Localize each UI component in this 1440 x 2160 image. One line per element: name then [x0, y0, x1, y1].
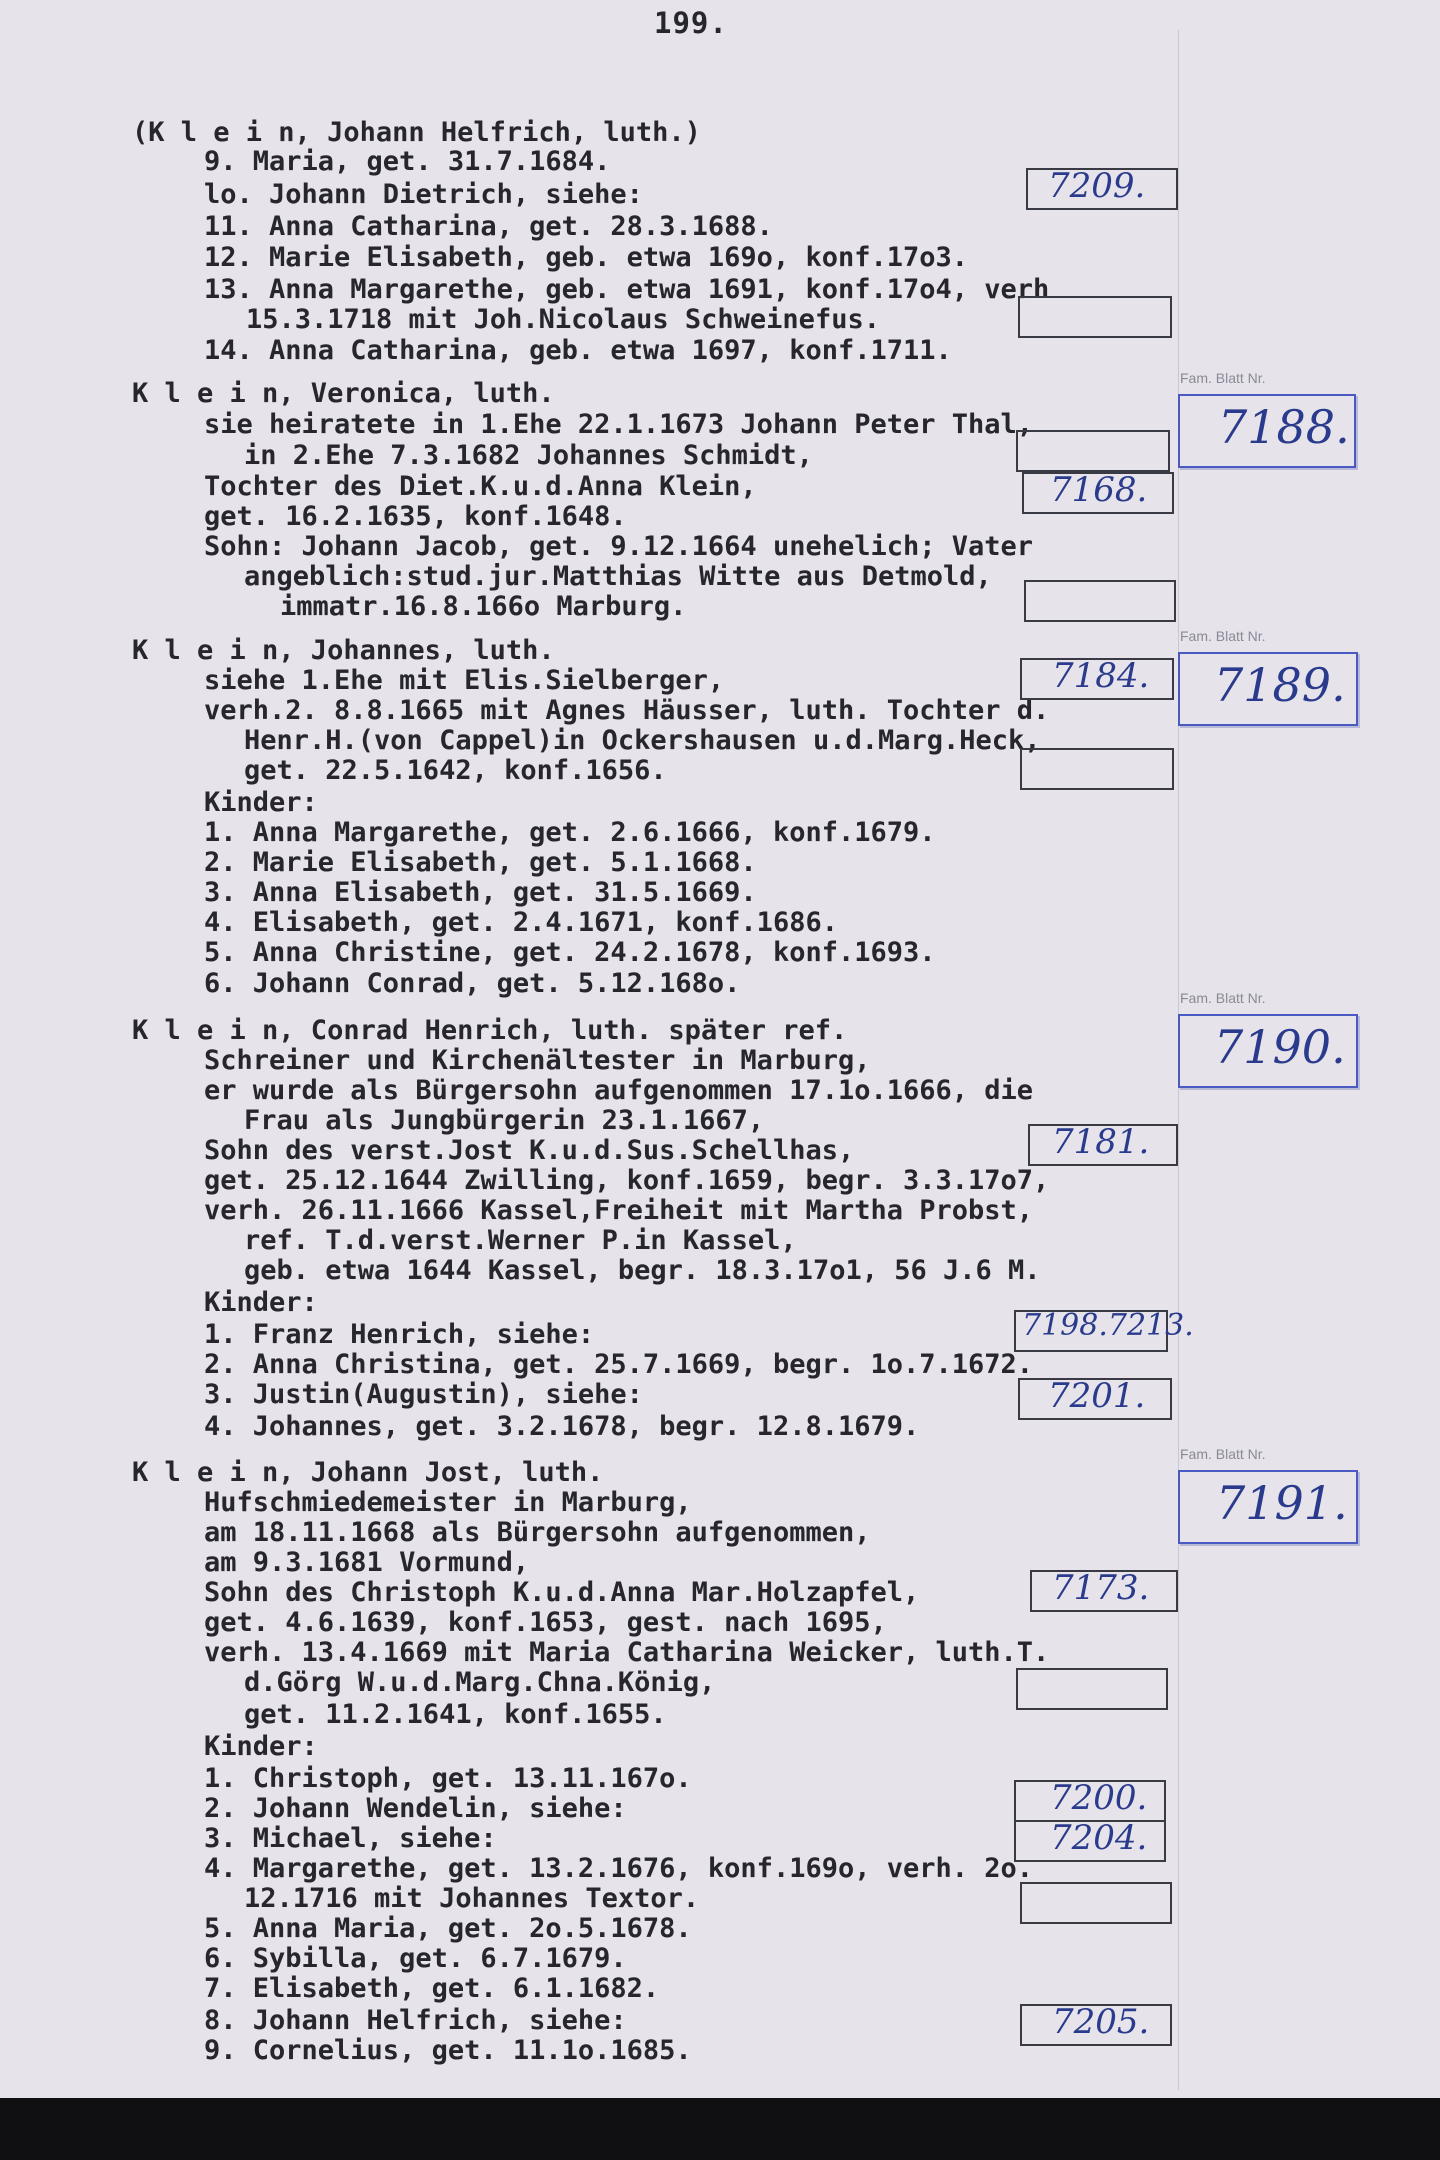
entry-line: verh. 13.4.1669 mit Maria Catharina Weicker, luth.T. [204, 1637, 1050, 1668]
entry-line: 3. Anna Elisabeth, get. 31.5.1669. [204, 877, 757, 908]
family-sheet-label: Fam. Blatt Nr. [1180, 1446, 1266, 1462]
page-number: 199. [654, 6, 728, 40]
entry-line: 3. Michael, siehe: [204, 1823, 497, 1854]
entry-line: 14. Anna Catharina, geb. etwa 1697, konf.1711. [204, 335, 952, 366]
entry-line: Tochter des Diet.K.u.d.Anna Klein, [204, 471, 757, 502]
entry-line: Hufschmiedemeister in Marburg, [204, 1487, 692, 1518]
handwritten-reference: 7204. [1050, 1818, 1148, 1858]
handwritten-reference: 7209. [1048, 166, 1146, 206]
entry-heading: K l e i n, Johannes, luth. [132, 635, 555, 666]
family-sheet-number: 7190. [1214, 1020, 1346, 1074]
entry-line: geb. etwa 1644 Kassel, begr. 18.3.17o1, 56 J.6 M. [244, 1255, 1041, 1286]
entry-line: 1. Christoph, get. 13.11.167o. [204, 1763, 692, 1794]
entry-line: d.Görg W.u.d.Marg.Chna.König, [244, 1667, 716, 1698]
entry-line: 4. Johannes, get. 3.2.1678, begr. 12.8.1679. [204, 1411, 920, 1442]
family-sheet-number-box [1178, 1470, 1358, 1544]
entry-line: 13. Anna Margarethe, geb. etwa 1691, konf.17o4, verh [204, 274, 1050, 305]
entry-line: Sohn des Christoph K.u.d.Anna Mar.Holzapfel, [204, 1577, 920, 1608]
reference-box [1020, 2004, 1172, 2046]
entry-line: 2. Johann Wendelin, siehe: [204, 1793, 627, 1824]
family-sheet-number-box [1178, 652, 1358, 726]
entry-line: Frau als Jungbürgerin 23.1.1667, [244, 1105, 765, 1136]
entry-line: 5. Anna Maria, get. 2o.5.1678. [204, 1913, 692, 1944]
entry-line: am 18.11.1668 als Bürgersohn aufgenommen, [204, 1517, 871, 1548]
entry-line: 12. Marie Elisabeth, geb. etwa 169o, konf.17o3. [204, 242, 969, 273]
entry-line: sie heiratete in 1.Ehe 22.1.1673 Johann Peter Thal, [204, 409, 1034, 440]
entry-line: 2. Marie Elisabeth, get. 5.1.1668. [204, 847, 757, 878]
reference-box [1014, 1780, 1166, 1822]
entry-line: 4. Margarethe, get. 13.2.1676, konf.169o, verh. 2o. [204, 1853, 1034, 1884]
entry-line: 5. Anna Christine, get. 24.2.1678, konf.1693. [204, 937, 936, 968]
entry-line: immatr.16.8.166o Marburg. [280, 591, 687, 622]
entry-line: get. 11.2.1641, konf.1655. [244, 1699, 667, 1730]
entry-line: ref. T.d.verst.Werner P.in Kassel, [244, 1225, 797, 1256]
entry-line: Kinder: [204, 1287, 318, 1318]
entry-line: Sohn des verst.Jost K.u.d.Sus.Schellhas, [204, 1135, 855, 1166]
entry-line: lo. Johann Dietrich, siehe: [204, 179, 643, 210]
entry-line: 9. Cornelius, get. 11.1o.1685. [204, 2035, 692, 2066]
family-sheet-label: Fam. Blatt Nr. [1180, 990, 1266, 1006]
reference-box [1028, 1124, 1178, 1166]
handwritten-reference: 7200. [1050, 1778, 1148, 1818]
reference-box [1014, 1308, 1194, 1352]
handwritten-reference: 7168. [1050, 470, 1148, 510]
entry-line: 2. Anna Christina, get. 25.7.1669, begr. 1o.7.1672. [204, 1349, 1034, 1380]
entry-line: 4. Elisabeth, get. 2.4.1671, konf.1686. [204, 907, 838, 938]
reference-box-empty [1016, 430, 1170, 472]
handwritten-reference: 7205. [1052, 2002, 1150, 2042]
entry-line: Kinder: [204, 787, 318, 818]
entry-line: get. 25.12.1644 Zwilling, konf.1659, begr. 3.3.17o7, [204, 1165, 1050, 1196]
reference-box [1030, 1570, 1178, 1612]
entry-line: get. 22.5.1642, konf.1656. [244, 755, 667, 786]
entry-heading: (K l e i n, Johann Helfrich, luth.) [132, 117, 701, 148]
reference-box [1018, 1378, 1172, 1420]
reference-box [1022, 472, 1174, 514]
handwritten-reference: 7198.7213. [1022, 1308, 1194, 1343]
entry-line: angeblich:stud.jur.Matthias Witte aus Detmold, [244, 561, 992, 592]
entry-line: 1. Anna Margarethe, get. 2.6.1666, konf.1679. [204, 817, 936, 848]
reference-box [1026, 168, 1178, 210]
family-sheet-number: 7188. [1218, 400, 1350, 454]
entry-line: 1. Franz Henrich, siehe: [204, 1319, 595, 1350]
reference-box-empty [1016, 1668, 1168, 1710]
entry-line: 3. Justin(Augustin), siehe: [204, 1379, 643, 1410]
entry-line: Schreiner und Kirchenältester in Marburg, [204, 1045, 871, 1076]
reference-box [1014, 1820, 1166, 1862]
handwritten-reference: 7184. [1052, 656, 1150, 696]
reference-box [1020, 658, 1174, 700]
entry-line: verh. 26.11.1666 Kassel,Freiheit mit Martha Probst, [204, 1195, 1034, 1226]
entry-line: er wurde als Bürgersohn aufgenommen 17.1o.1666, die [204, 1075, 1034, 1106]
entry-line: 12.1716 mit Johannes Textor. [244, 1883, 700, 1914]
entry-line: get. 4.6.1639, konf.1653, gest. nach 1695, [204, 1607, 887, 1638]
entry-line: 15.3.1718 mit Joh.Nicolaus Schweinefus. [246, 304, 880, 335]
family-sheet-number: 7191. [1216, 1476, 1348, 1530]
entry-line: siehe 1.Ehe mit Elis.Sielberger, [204, 665, 725, 696]
handwritten-reference: 7173. [1052, 1568, 1150, 1608]
entry-line: Sohn: Johann Jacob, get. 9.12.1664 unehelich; Vater [204, 531, 1034, 562]
entry-line: in 2.Ehe 7.3.1682 Johannes Schmidt, [244, 440, 813, 471]
family-sheet-label: Fam. Blatt Nr. [1180, 628, 1266, 644]
entry-line: Henr.H.(von Cappel)in Ockershausen u.d.Marg.Heck, [244, 725, 1041, 756]
reference-box-empty [1020, 1882, 1172, 1924]
entry-line: 7. Elisabeth, get. 6.1.1682. [204, 1973, 660, 2004]
family-sheet-number-box [1178, 394, 1356, 468]
entry-line: am 9.3.1681 Vormund, [204, 1547, 530, 1578]
scan-bottom-edge [0, 2098, 1440, 2160]
entry-line: 9. Maria, get. 31.7.1684. [204, 146, 611, 177]
entry-line: 6. Sybilla, get. 6.7.1679. [204, 1943, 627, 1974]
entry-line: 11. Anna Catharina, get. 28.3.1688. [204, 211, 773, 242]
family-sheet-number-box [1178, 1014, 1358, 1088]
family-sheet-label: Fam. Blatt Nr. [1180, 370, 1266, 386]
family-sheet-number: 7189. [1214, 658, 1346, 712]
entry-heading: K l e i n, Johann Jost, luth. [132, 1457, 604, 1488]
entry-line: verh.2. 8.8.1665 mit Agnes Häusser, luth. Tochter d. [204, 695, 1050, 726]
entry-heading: K l e i n, Conrad Henrich, luth. später ref. [132, 1015, 848, 1046]
entry-line: get. 16.2.1635, konf.1648. [204, 501, 627, 532]
handwritten-reference: 7181. [1052, 1122, 1150, 1162]
reference-box-empty [1024, 580, 1176, 622]
entry-line: 8. Johann Helfrich, siehe: [204, 2005, 627, 2036]
entry-line: 6. Johann Conrad, get. 5.12.168o. [204, 968, 741, 999]
reference-box-empty [1020, 748, 1174, 790]
entry-heading: K l e i n, Veronica, luth. [132, 378, 555, 409]
handwritten-reference: 7201. [1048, 1376, 1146, 1416]
reference-box-empty [1018, 296, 1172, 338]
entry-line: Kinder: [204, 1731, 318, 1762]
